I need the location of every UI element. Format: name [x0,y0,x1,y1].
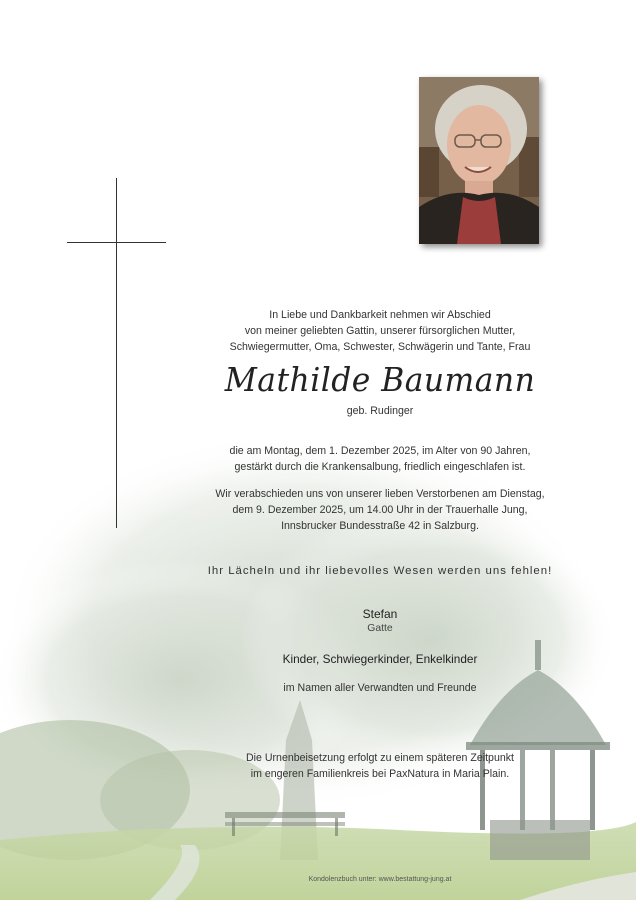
intro-line: von meiner geliebten Gattin, unserer fürsorglichen Mutter, [244,325,516,337]
death-line: die am Montag, dem 1. Dezember 2025, im Alter von 90 Jahren, [229,445,531,457]
burial-line: im engeren Familienkreis bei PaxNatura in Maria Plain. [250,768,510,780]
funeral-line: Wir verabschieden uns von unserer lieben Verstorbenen am Dienstag, [215,488,545,500]
spouse-name: Stefan [362,607,398,621]
memorial-quote: Ihr Lächeln und ihr liebevolles Wesen werden uns fehlen! [207,565,553,577]
burial-notice [150,750,610,782]
funeral-notice [150,486,610,534]
burial-line: Die Urnenbeisetzung erfolgt zu einem späteren Zeitpunkt [246,752,514,764]
condolence-footer: Kondolenzbuch unter: www.bestattung-jung.at [308,876,452,883]
cross-horizontal-line [67,242,166,243]
death-notice [150,443,610,475]
funeral-line: Innsbrucker Bundesstraße 42 in Salzburg. [281,520,479,532]
portrait-photo [419,77,539,244]
maiden-name: geb. Rudinger [346,405,414,417]
family-mourners: Kinder, Schwiegerkinder, Enkelkinder [282,652,478,666]
intro-text [150,307,610,355]
deceased-name: Mathilde Baumann [224,360,536,399]
cross-vertical-line [116,178,117,528]
intro-line: Schwiegermutter, Oma, Schwester, Schwägerin und Tante, Frau [229,341,531,353]
death-line: gestärkt durch die Krankensalbung, friedlich eingeschlafen ist. [234,461,526,473]
spouse-role: Gatte [367,623,393,634]
funeral-line: dem 9. Dezember 2025, um 14.00 Uhr in der Trauerhalle Jung, [232,504,528,516]
relatives-line: im Namen aller Verwandten und Freunde [283,682,477,694]
intro-line: In Liebe und Dankbarkeit nehmen wir Abschied [269,309,491,321]
